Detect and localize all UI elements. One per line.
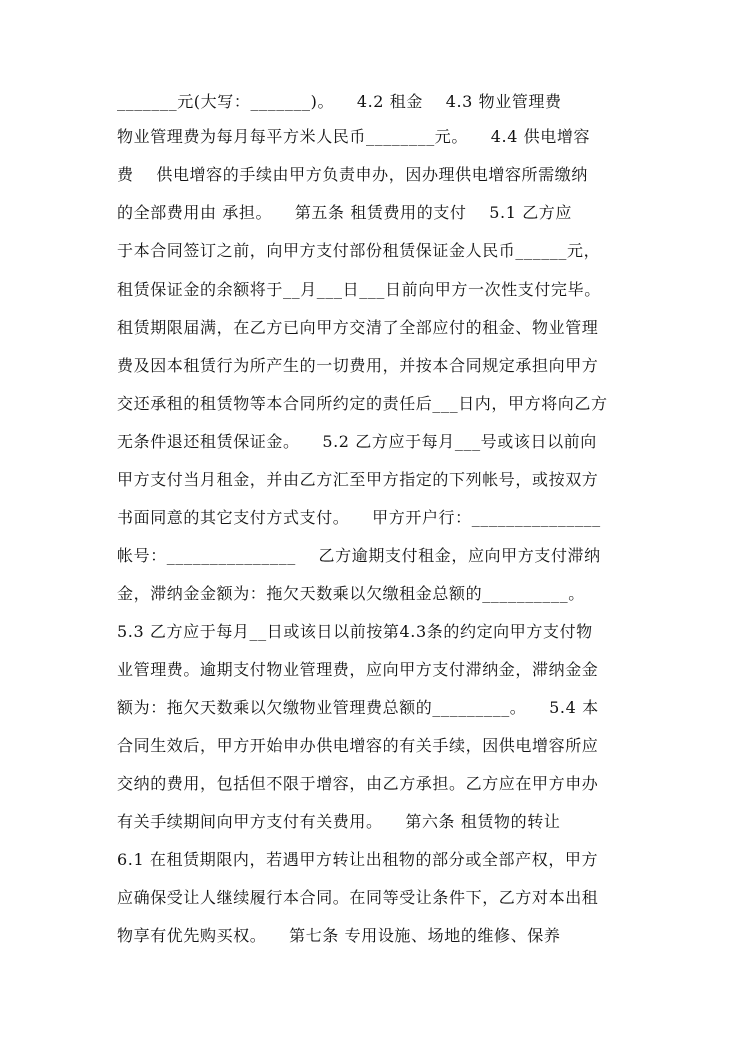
text-line: 5.3 乙方应于每月__日或该日以前按第4.3条的约定向甲方支付物 — [117, 622, 593, 641]
text-line: 于本合同签订之前，向甲方支付部份租赁保证金人民币______元， — [117, 241, 601, 260]
text-line: 书面同意的其它支付方式支付。 甲方开户行：_______________ — [117, 508, 601, 527]
text-line: 租赁期限届满，在乙方已向甲方交清了全部应付的租金、物业管理 — [117, 318, 599, 337]
text-line: 费及因本租赁行为所产生的一切费用，并按本合同规定承担向甲方 — [117, 356, 599, 375]
text-line: 金，滞纳金金额为：拖欠天数乘以欠缴租金总额的__________。 — [117, 584, 585, 603]
text-line: 6.1 在租赁期限内，若遇甲方转让出租物的部分或全部产权，甲方 — [117, 850, 599, 869]
text-line: 额为：拖欠天数乘以欠缴物业管理费总额的_________。 5.4 本 — [117, 698, 599, 717]
text-line: 物享有优先购买权。 第七条 专用设施、场地的维修、保养 — [117, 926, 561, 945]
text-line: 帐号：_______________ 乙方逾期支付租金，应向甲方支付滞纳 — [117, 546, 601, 565]
text-line: 交纳的费用，包括但不限于增容，由乙方承担。乙方应在甲方申办 — [117, 774, 599, 793]
text-line: 合同生效后，甲方开始申办供电增容的有关手续，因供电增容所应 — [117, 736, 599, 755]
text-line: 业管理费。逾期支付物业管理费，应向甲方支付滞纳金，滞纳金金 — [117, 660, 599, 679]
text-line: _______元(大写：_______)。 4.2 租金 4.3 物业管理费 — [117, 92, 562, 111]
text-line: 租赁保证金的余额将于__月___日___日前向甲方一次性支付完毕。 — [117, 280, 601, 299]
text-line: 物业管理费为每月每平方米人民币________元。 4.4 供电增容 — [117, 127, 591, 146]
text-line: 无条件退还租赁保证金。 5.2 乙方应于每月___号或该日以前向 — [117, 432, 597, 451]
text-line: 应确保受让人继续履行本合同。在同等受让条件下，乙方对本出租 — [117, 888, 599, 907]
text-line: 有关手续期间向甲方支付有关费用。 第六条 租赁物的转让 — [117, 812, 561, 831]
text-line: 交还承租的租赁物等本合同所约定的责任后___日内，甲方将向乙方 — [117, 394, 608, 413]
text-line: 甲方支付当月租金，并由乙方汇至甲方指定的下列帐号，或按双方 — [117, 470, 599, 489]
text-line: 的全部费用由 承担。 第五条 租赁费用的支付 5.1 乙方应 — [117, 203, 572, 222]
text-line: 费 供电增容的手续由甲方负责申办，因办理供电增容所需缴纳 — [117, 165, 588, 184]
